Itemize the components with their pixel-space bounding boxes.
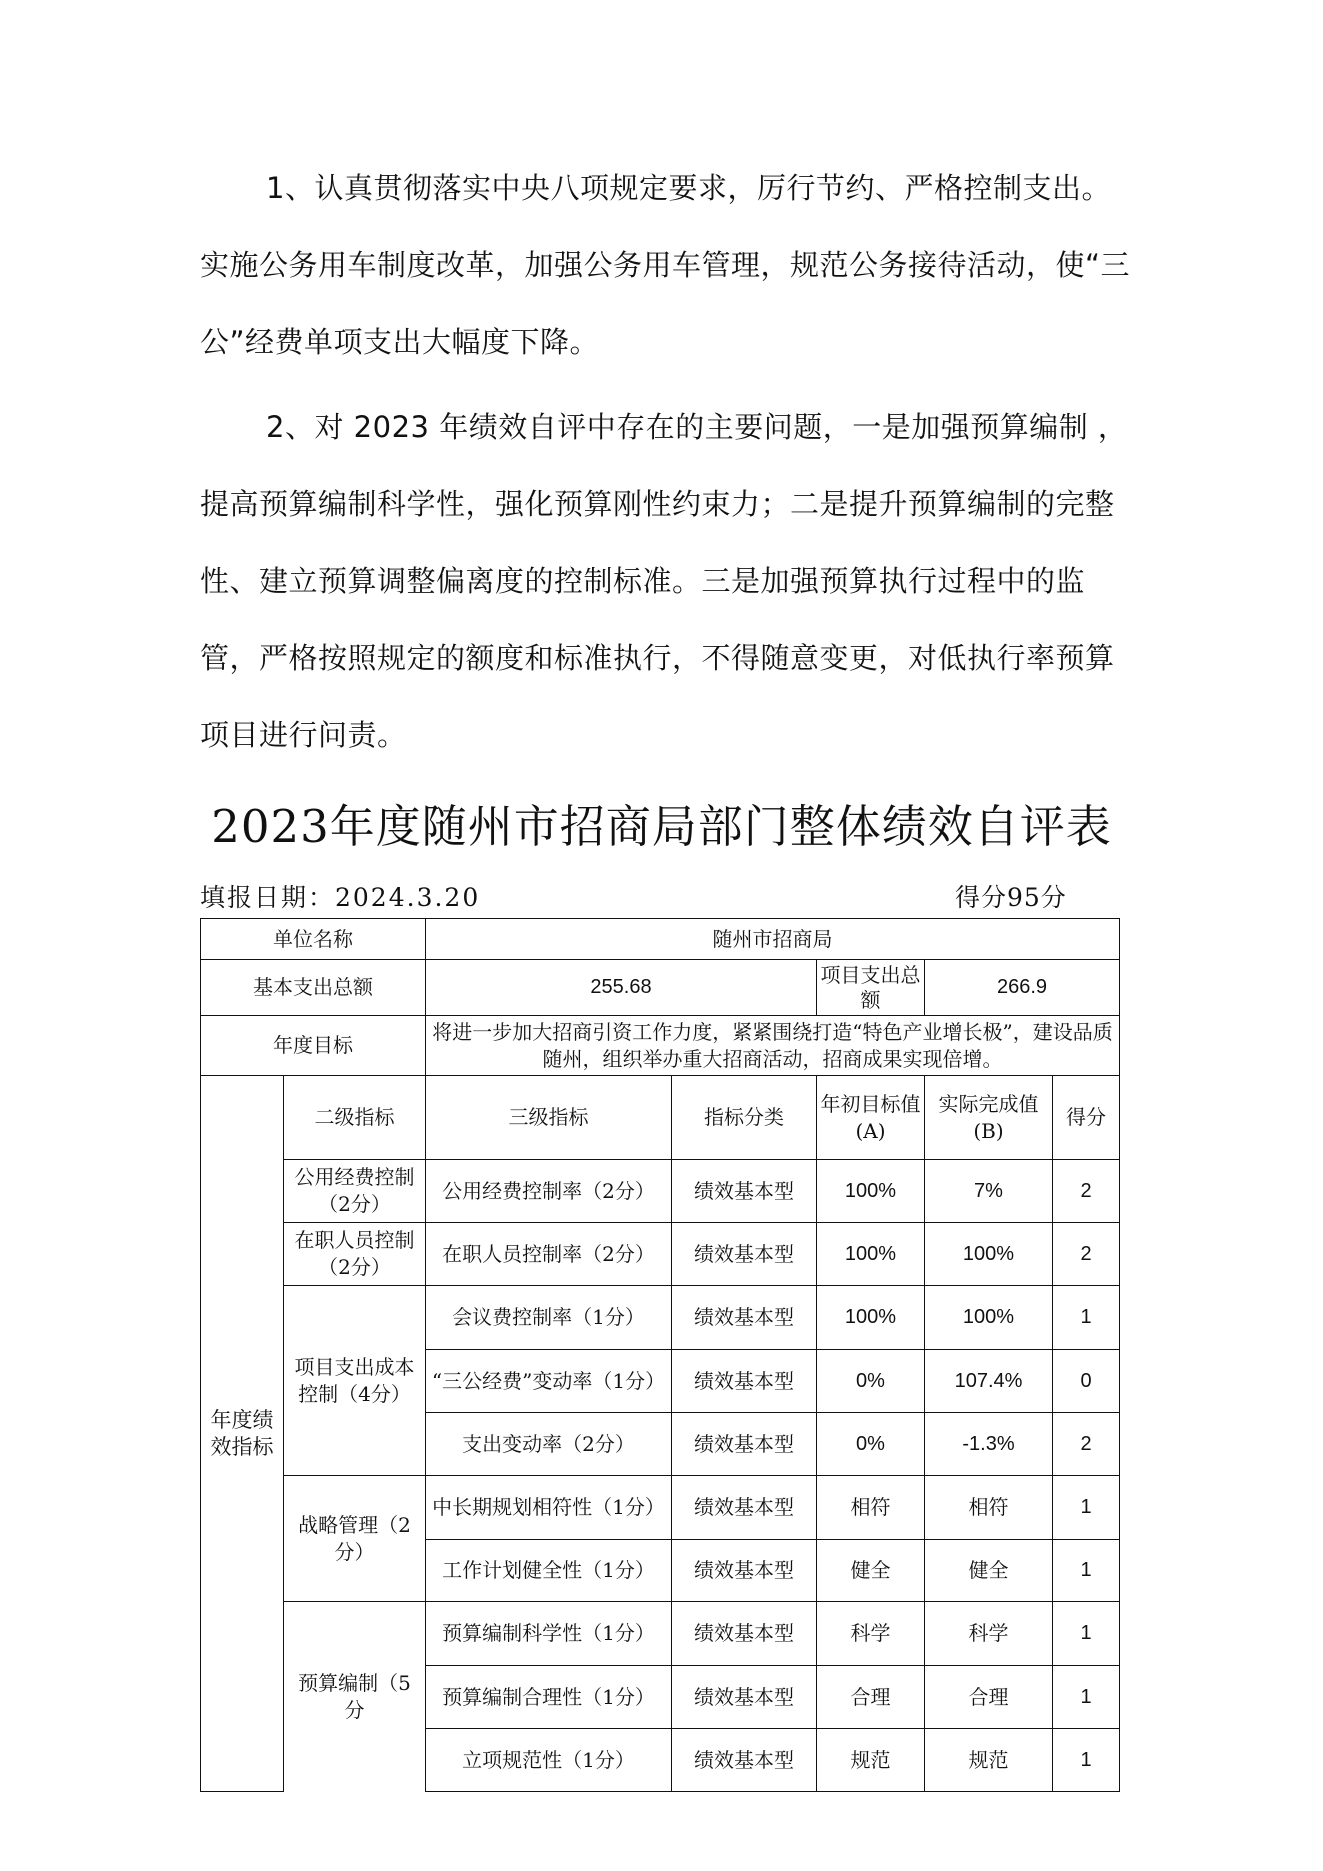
project-expense-label: 项目支出总额 xyxy=(817,960,925,1016)
header-level2: 二级指标 xyxy=(284,1076,426,1160)
indicator: 中长期规划相符性（1分） xyxy=(426,1476,672,1540)
header-row xyxy=(201,1076,1120,1160)
category: 绩效基本型 xyxy=(672,1223,817,1286)
project-expense-value: 266.9 xyxy=(925,960,1120,1016)
table-row xyxy=(201,1223,1120,1286)
actual-value: -1.3% xyxy=(925,1413,1053,1476)
actual-value: 规范 xyxy=(925,1729,1053,1792)
unit-value: 随州市招商局 xyxy=(426,919,1120,960)
score: 2 xyxy=(1053,1223,1120,1286)
header-actual: 实际完成值(B) xyxy=(925,1076,1053,1160)
category: 绩效基本型 xyxy=(672,1350,817,1413)
target-value: 100% xyxy=(817,1223,925,1286)
basic-expense-value: 255.68 xyxy=(426,960,817,1016)
group-name: 战略管理（2分） xyxy=(284,1476,426,1602)
actual-value: 合理 xyxy=(925,1666,1053,1729)
indicator: 预算编制科学性（1分） xyxy=(426,1602,672,1666)
header-target: 年初目标值(A) xyxy=(817,1076,925,1160)
table-row xyxy=(201,1286,1120,1350)
paragraph-1 xyxy=(200,150,1140,381)
indicator: 立项规范性（1分） xyxy=(426,1729,672,1792)
group-name: 项目支出成本控制（4分） xyxy=(284,1286,426,1476)
goal-value: 将进一步加大招商引资工作力度，紧紧围绕打造“特色产业增长极”，建设品质随州，组织举办重大招商活动，招商成果实现倍增。 xyxy=(426,1016,1120,1076)
score: 1 xyxy=(1053,1602,1120,1666)
score: 1 xyxy=(1053,1286,1120,1350)
total-score: 得分95分 xyxy=(955,883,1067,912)
actual-value: 100% xyxy=(925,1223,1053,1286)
expense-row xyxy=(201,960,1120,1016)
category: 绩效基本型 xyxy=(672,1602,817,1666)
actual-value: 100% xyxy=(925,1286,1053,1350)
table-row xyxy=(201,1160,1120,1223)
actual-value: 相符 xyxy=(925,1476,1053,1540)
group-name: 在职人员控制（2分） xyxy=(284,1223,426,1286)
target-value: 健全 xyxy=(817,1540,925,1602)
indicator: 支出变动率（2分） xyxy=(426,1413,672,1476)
indicator: 预算编制合理性（1分） xyxy=(426,1666,672,1729)
score: 1 xyxy=(1053,1729,1120,1792)
header-level3: 三级指标 xyxy=(426,1076,672,1160)
category: 绩效基本型 xyxy=(672,1540,817,1602)
target-value: 0% xyxy=(817,1413,925,1476)
category: 绩效基本型 xyxy=(672,1476,817,1540)
actual-value: 科学 xyxy=(925,1602,1053,1666)
score: 2 xyxy=(1053,1413,1120,1476)
target-value: 合理 xyxy=(817,1666,925,1729)
basic-expense-label: 基本支出总额 xyxy=(201,960,426,1016)
indicator: 工作计划健全性（1分） xyxy=(426,1540,672,1602)
table-title: 2023年度随州市招商局部门整体绩效自评表 xyxy=(211,800,1112,853)
score: 1 xyxy=(1053,1540,1120,1602)
target-value: 0% xyxy=(817,1350,925,1413)
fill-date: 填报日期：2024.3.20 xyxy=(200,883,481,912)
header-score: 得分 xyxy=(1053,1076,1120,1160)
table-row xyxy=(201,1476,1120,1540)
category: 绩效基本型 xyxy=(672,1286,817,1350)
actual-value: 107.4% xyxy=(925,1350,1053,1413)
indicator: 在职人员控制率（2分） xyxy=(426,1223,672,1286)
indicator: 会议费控制率（1分） xyxy=(426,1286,672,1350)
section-label: 年度绩效指标 xyxy=(201,1076,284,1792)
target-value: 相符 xyxy=(817,1476,925,1540)
unit-row xyxy=(201,919,1120,960)
score: 2 xyxy=(1053,1160,1120,1223)
score: 0 xyxy=(1053,1350,1120,1413)
category: 绩效基本型 xyxy=(672,1666,817,1729)
goal-row xyxy=(201,1016,1120,1076)
paragraph-2 xyxy=(200,389,1140,774)
table-row xyxy=(201,1602,1120,1666)
score: 1 xyxy=(1053,1476,1120,1540)
target-value: 100% xyxy=(817,1286,925,1350)
actual-value: 7% xyxy=(925,1160,1053,1223)
group-name: 预算编制（5分 xyxy=(284,1602,426,1792)
target-value: 科学 xyxy=(817,1602,925,1666)
indicator: 公用经费控制率（2分） xyxy=(426,1160,672,1223)
category: 绩效基本型 xyxy=(672,1729,817,1792)
category: 绩效基本型 xyxy=(672,1160,817,1223)
actual-value: 健全 xyxy=(925,1540,1053,1602)
evaluation-table xyxy=(200,918,1120,1792)
category: 绩效基本型 xyxy=(672,1413,817,1476)
unit-label: 单位名称 xyxy=(201,919,426,960)
target-value: 100% xyxy=(817,1160,925,1223)
paragraph-1-text: 1、认真贯彻落实中央八项规定要求，厉行节约、严格控制支出。实施公务用车制度改革，加强公务用车管理，规范公务接待活动，使“三 公”经费单项支出大幅度下降。 xyxy=(200,171,1131,359)
score: 1 xyxy=(1053,1666,1120,1729)
paragraph-2-text: 2、对 2023 年绩效自评中存在的主要问题，一是加强预算编制 ，提高预算编制科学性，强化预算刚性约束力；二是提升预算编制的完整性、建立预算调整偏离度的控制标准。三是加强预算执行过程中的监管，严格按照规定的额度和标准执行，不得随意变更，对低执行率预算项目进行问责。 xyxy=(200,410,1128,752)
target-value: 规范 xyxy=(817,1729,925,1792)
indicator: “三公经费”变动率（1分） xyxy=(426,1350,672,1413)
group-name: 公用经费控制（2分） xyxy=(284,1160,426,1223)
header-category: 指标分类 xyxy=(672,1076,817,1160)
goal-label: 年度目标 xyxy=(201,1016,426,1076)
